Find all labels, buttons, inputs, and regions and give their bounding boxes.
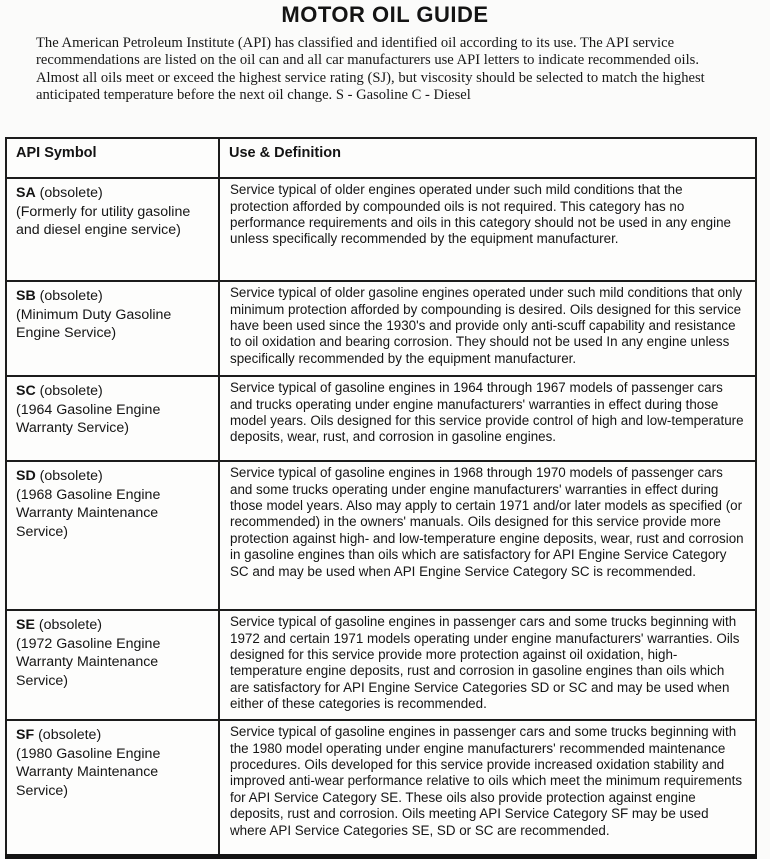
api-symbol-cell: SB (obsolete) (Minimum Duty Gasoline Engine Service) xyxy=(6,281,219,376)
definition-cell: Service typical of older engines operated under such mild conditions that the protection afforded by compounded oils is not required. This category has no performance requirements and oils in this category should not be used in any engine unless specifically recommended by the equipment manufacturer. xyxy=(219,178,756,281)
api-symbol-note: (1964 Gasoline Engine Warranty Service) xyxy=(16,401,161,437)
api-symbol-code: SE xyxy=(16,617,35,634)
api-symbol-cell: SA (obsolete) (Formerly for utility gasoline and diesel engine service) xyxy=(6,178,219,281)
api-symbol-code: SF xyxy=(16,727,35,744)
definition-cell: Service typical of gasoline engines in 1968 through 1970 models of passenger cars and some trucks operating under engine manufacturers' warranties in effect during those model years. Also may apply to certain 1971 and/or later models as specified (or recommended) in the owners' manuals. Oils designed for this service provide more protection against high- and low-temperature engine deposits, wear, rust and corrosion in gasoline engines than oils which are satisfactory for API Engine Service Category SC and may be used when API Engine Service Category SC is recommended. xyxy=(219,461,756,610)
api-symbol-code: SD xyxy=(16,468,36,485)
table-row xyxy=(6,461,756,610)
definition-cell: Service typical of older gasoline engines operated under such mild conditions that only minimum protection afforded by compounding is desired. Oils designed for this service have been used since the 1930's and provide only anti-scuff capability and resistance to oil oxidation and bearing corrosion. They should not be used In any engine unless specifically recommended by the equipment manufacturer. xyxy=(219,281,756,376)
definition-cell: Service typical of gasoline engines in passenger cars and some trucks beginning with the 1980 model operating under engine manufacturers' recommended maintenance procedures. Oils developed for this service provide increased oxidation stability and improved anti-wear performance relative to oils which meet the minimum requirements for API Service Category SE. These oils also provide protection against engine deposits, rust and corrosion. Oils meeting API Service Category SF may be used where API Service Categories SE, SD or SC are recommended. xyxy=(219,720,756,857)
table-row xyxy=(6,376,756,461)
api-symbol-code: SA xyxy=(16,185,36,202)
definition-cell: Service typical of gasoline engines in 1964 through 1967 models of passenger cars and trucks operating under engine manufacturers' warranties in effect during those model years. Oils designed for this service provide control of high and low-temperature deposits, wear, rust, and corrosion in gasoline engines. xyxy=(219,376,756,461)
api-symbol-cell: SD (obsolete) (1968 Gasoline Engine Warranty Maintenance Service) xyxy=(6,461,219,610)
api-symbol-note: (Minimum Duty Gasoline Engine Service) xyxy=(16,306,172,342)
api-symbol-code: SC xyxy=(16,383,36,400)
table-row xyxy=(6,720,756,857)
api-symbol-cell: SF (obsolete) (1980 Gasoline Engine Warranty Maintenance Service) xyxy=(6,720,219,857)
api-symbol-note: (Formerly for utility gasoline and diesel engine service) xyxy=(16,203,191,239)
table-row xyxy=(6,610,756,720)
api-symbol-cell: SE (obsolete) (1972 Gasoline Engine Warranty Maintenance Service) xyxy=(6,610,219,720)
api-symbol-code: SB xyxy=(16,288,36,305)
definition-cell: Service typical of gasoline engines in passenger cars and some trucks beginning with 1972 and certain 1971 models operating under engine manufacturers' warranties. Oils designed for this service provide more protection against oil oxidation, high-temperature engine deposits, rust and corrosion in gasoline engines than oils which are satisfactory for API Engine Service Categories SD or SC and may be used when either of these categories is recommended. xyxy=(219,610,756,720)
api-symbol-note: (1980 Gasoline Engine Warranty Maintenance Service) xyxy=(16,745,161,799)
table-row xyxy=(6,281,756,376)
table-header-row xyxy=(6,138,756,178)
intro-paragraph: The American Petroleum Institute (API) has classified and identified oil according to its use. The API service recommendations are listed on the oil can and all car manufacturers use API letters to indicate recommended oils. Almost all oils meet or exceed the highest service rating (SJ), but viscosity should be selected to match the highest anticipated temperature before the next oil change. S - Gasoline C - Diesel xyxy=(36,35,705,103)
header-api-symbol: API Symbol xyxy=(6,138,219,178)
api-symbol-cell: SC (obsolete) (1964 Gasoline Engine Warranty Service) xyxy=(6,376,219,461)
api-symbol-note: (1968 Gasoline Engine Warranty Maintenance Service) xyxy=(16,486,161,540)
page-title: MOTOR OIL GUIDE xyxy=(281,2,489,27)
table-body xyxy=(6,178,756,857)
api-symbol-note: (1972 Gasoline Engine Warranty Maintenance Service) xyxy=(16,635,161,689)
api-service-table xyxy=(5,137,757,859)
table-row xyxy=(6,178,756,281)
header-use-definition: Use & Definition xyxy=(219,138,756,178)
